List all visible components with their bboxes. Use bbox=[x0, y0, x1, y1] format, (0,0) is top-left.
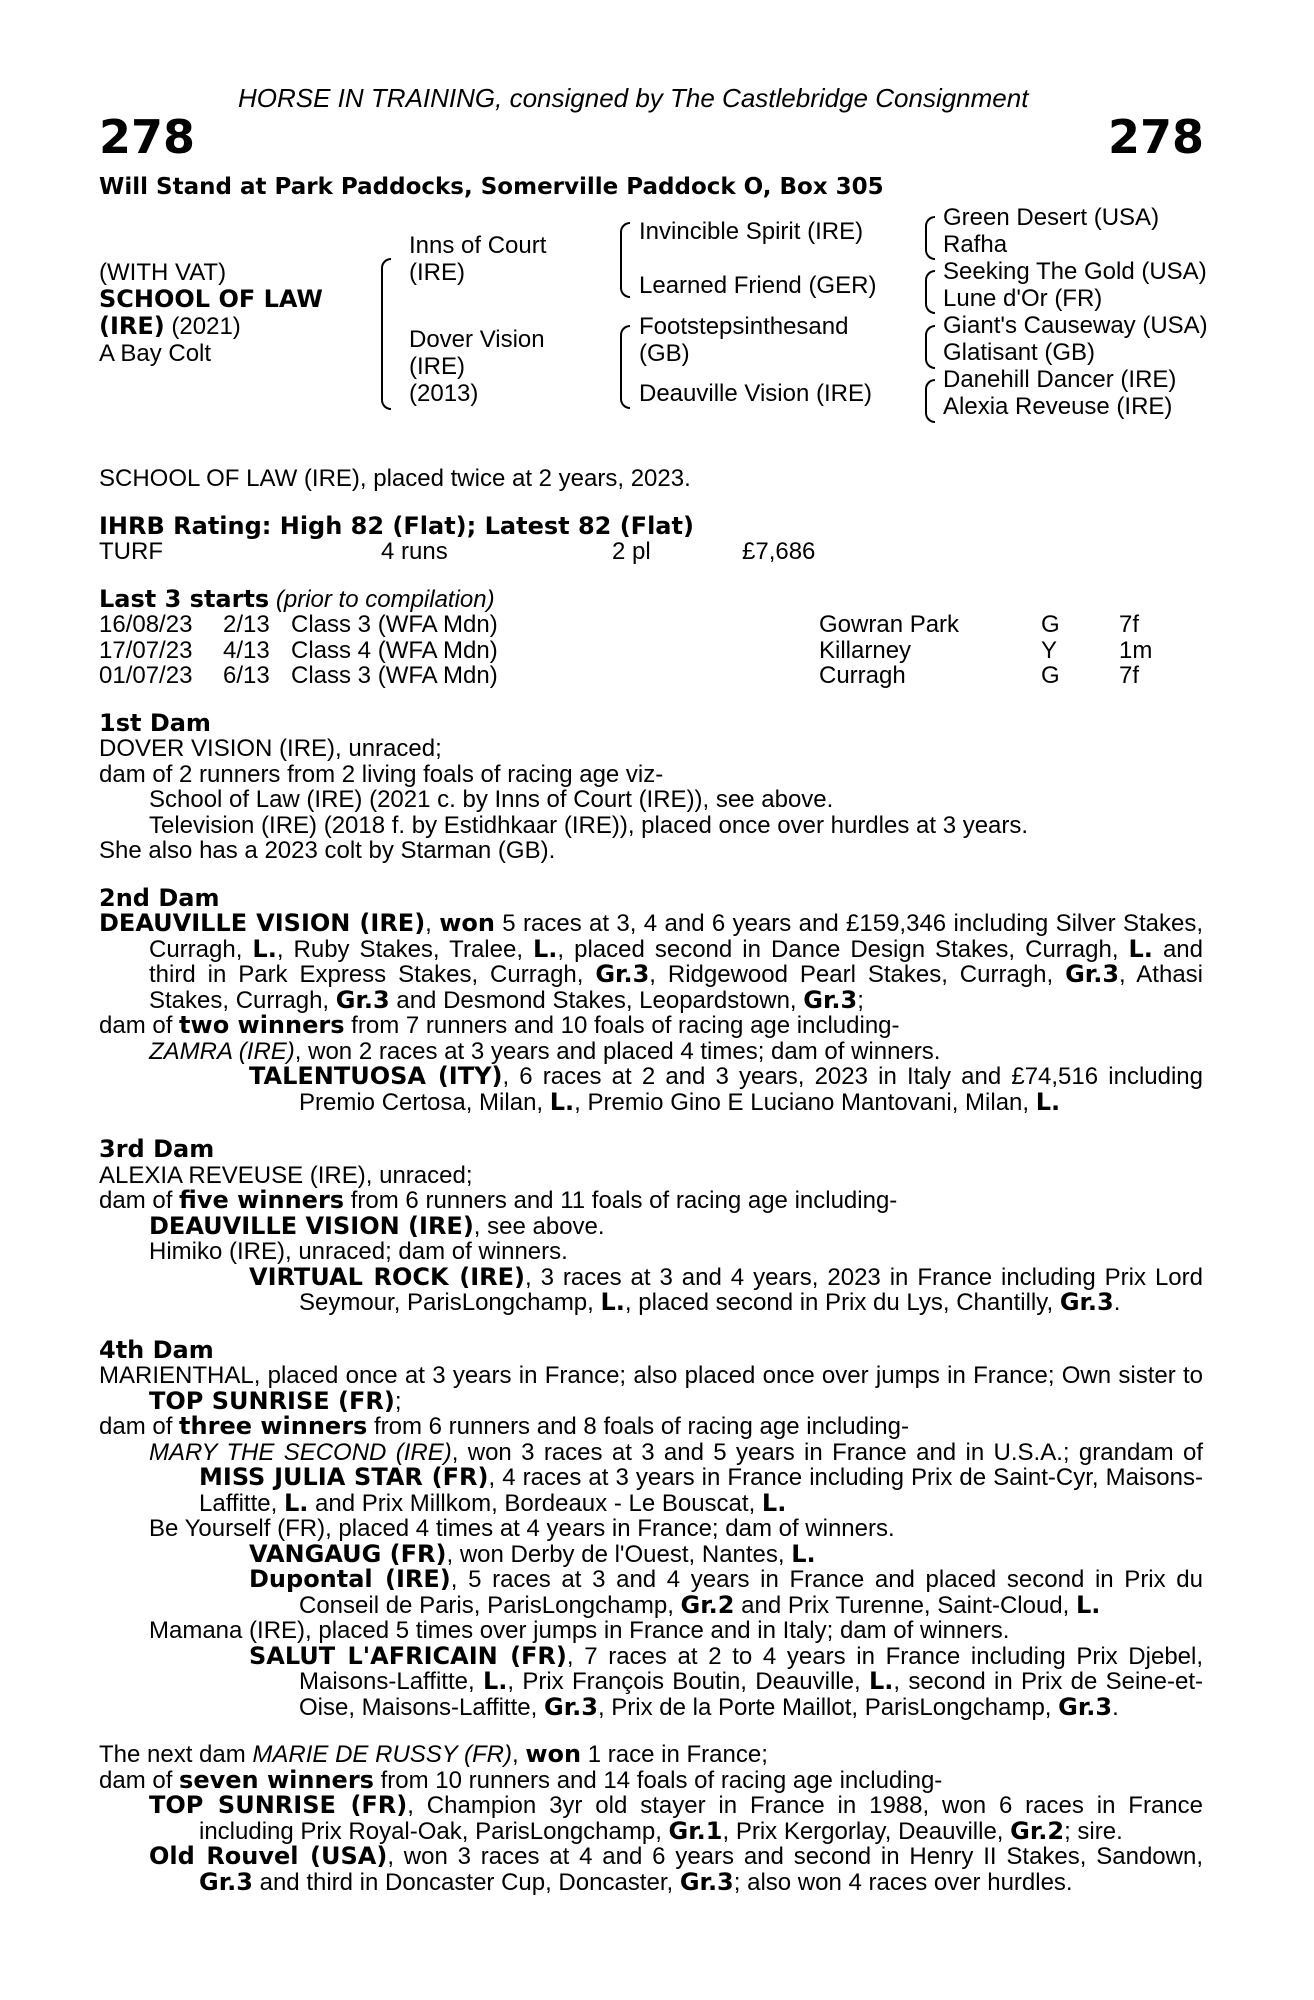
first-dam-produce: School of Law (IRE) (2021 c. by Inns of Court (IRE)), see above. bbox=[149, 786, 834, 813]
horse-description: A Bay Colt bbox=[99, 340, 212, 367]
fourth-dam-produce-intro: dam of three winners from 6 runners and 8 foals of racing age including- bbox=[99, 1412, 909, 1440]
third-dam-grandproduce: VIRTUAL ROCK (IRE), 3 races at 3 and 4 years, 2023 in France including Prix Lord Seymour, ParisLongchamp, L., placed second in Prix du Lys, Chantilly, Gr.3. bbox=[249, 1262, 1203, 1316]
second-dam-heading: 2nd Dam bbox=[99, 883, 220, 912]
third-dam-line: ALEXIA REVEUSE (IRE), unraced; bbox=[99, 1161, 473, 1189]
rating-earnings: £7,686 bbox=[742, 538, 816, 565]
stand-location: Will Stand at Park Paddocks, Somerville Paddock O, Box 305 bbox=[99, 174, 884, 200]
horse-name: SCHOOL OF LAW bbox=[99, 285, 323, 313]
fourth-dam-grandproduce: Dupontal (IRE), 5 races at 3 and 4 years in France and placed second in Prix du Conseil de Paris, ParisLongchamp, Gr.2 and Prix Turenne, Saint-Cloud, L. bbox=[249, 1565, 1203, 1619]
sire-line1: Inns of Court bbox=[409, 232, 547, 259]
fourth-dam-grandproduce: SALUT L'AFRICAIN (FR), 7 races at 2 to 4 years in France including Prix Djebel, Maisons-Laffitte, L., Prix François Boutin, Deauville, L., second in Prix de Seine-et-Oise, Maisons-Laffitte, Gr.3, Prix de la Porte Maillot, ParisLongchamp, Gr.3. bbox=[249, 1641, 1204, 1721]
sire-dam: Learned Friend (GER) bbox=[639, 272, 877, 299]
rating-heading: IHRB Rating: High 82 (Flat); Latest 82 (Flat) bbox=[99, 511, 694, 540]
first-dam-heading: 1st Dam bbox=[99, 708, 211, 737]
third-dam-produce: DEAUVILLE VISION (IRE), see above. bbox=[149, 1211, 605, 1240]
gen4-1: Green Desert (USA) bbox=[943, 204, 1160, 231]
dam-brace bbox=[620, 325, 630, 409]
lot-number-right: 278 bbox=[1107, 110, 1204, 164]
lot-number-left: 278 bbox=[99, 110, 196, 164]
fourth-dam-produce: MARY THE SECOND (IRE), won 3 races at 3 and 5 years in France and in U.S.A.; grandam of MISS JULIA STAR (FR), 4 races at 3 years in France including Prix de Saint-Cyr, Maisons-Laffitte, L. and Prix Millkom, Bordeaux - Le Bouscat, L. bbox=[149, 1438, 1203, 1517]
third-dam-heading: 3rd Dam bbox=[99, 1135, 215, 1163]
first-dam-line: dam of 2 runners from 2 living foals of racing age viz- bbox=[99, 760, 664, 788]
start-row: 16/08/23 2/13 Class 3 (WFA Mdn) Gowran Park G 7f bbox=[99, 611, 1140, 638]
start-row: 01/07/23 6/13 Class 3 (WFA Mdn) Curragh G 7f bbox=[99, 662, 1140, 689]
first-dam-line: She also has a 2023 colt by Starman (GB). bbox=[99, 837, 556, 864]
pedigree-brace bbox=[381, 258, 391, 410]
gen4-brace-4 bbox=[925, 379, 935, 423]
dam-line3: (2013) bbox=[409, 380, 479, 407]
gen4-6: Glatisant (GB) bbox=[943, 339, 1096, 366]
last-starts-heading: Last 3 starts (prior to compilation) bbox=[99, 584, 495, 613]
gen4-4: Lune d'Or (FR) bbox=[943, 285, 1103, 312]
next-dam-produce: Old Rouvel (USA), won 3 races at 4 and 6 years and second in Henry II Stakes, Sandown, Gr.3 and third in Doncaster Cup, Doncaster, Gr.3; also won 4 races over hurdles. bbox=[149, 1842, 1203, 1896]
fourth-dam-grandproduce: VANGAUG (FR), won Derby de l'Ouest, Nantes, L. bbox=[249, 1539, 816, 1568]
dam-sire-line1: Footstepsinthesand bbox=[639, 313, 849, 340]
gen4-brace-1 bbox=[925, 216, 935, 260]
gen4-7: Danehill Dancer (IRE) bbox=[943, 366, 1177, 393]
dam-sire-line2: (GB) bbox=[639, 340, 690, 367]
second-dam-produce-intro: dam of two winners from 7 runners and 10 foals of racing age including- bbox=[99, 1011, 900, 1039]
horse-name-suffix: (IRE) (2021) bbox=[99, 312, 241, 340]
summary-line: SCHOOL OF LAW (IRE), placed twice at 2 years, 2023. bbox=[99, 465, 691, 492]
first-dam-line: DOVER VISION (IRE), unraced; bbox=[99, 735, 442, 762]
rating-surface: TURF bbox=[99, 538, 163, 565]
rating-placed: 2 pl bbox=[612, 538, 651, 565]
gen4-8: Alexia Reveuse (IRE) bbox=[943, 393, 1173, 420]
third-dam-produce-intro: dam of five winners from 6 runners and 11 foals of racing age including- bbox=[99, 1186, 898, 1214]
rating-runs: 4 runs bbox=[381, 538, 448, 565]
sire-sire: Invincible Spirit (IRE) bbox=[639, 218, 864, 245]
fourth-dam-produce: Be Yourself (FR), placed 4 times at 4 years in France; dam of winners. bbox=[149, 1515, 895, 1542]
sire-line2: (IRE) bbox=[409, 259, 465, 286]
rating-row bbox=[99, 539, 1203, 565]
dam-line1: Dover Vision bbox=[409, 326, 545, 353]
second-dam-grandproduce: TALENTUOSA (ITY), 6 races at 2 and 3 years, 2023 in Italy and £74,516 including Premio Certosa, Milan, L., Premio Gino E Luciano Mantovani, Milan, L. bbox=[249, 1062, 1203, 1116]
second-dam-produce: ZAMRA (IRE), won 2 races at 3 years and placed 4 times; dam of winners. bbox=[149, 1037, 941, 1065]
sire-brace bbox=[620, 222, 630, 298]
start-row: 17/07/23 4/13 Class 4 (WFA Mdn) Killarney Y 1m bbox=[99, 636, 1153, 664]
gen4-3: Seeking The Gold (USA) bbox=[943, 258, 1207, 285]
second-dam-record: DEAUVILLE VISION (IRE), won 5 races at 3, 4 and 6 years and £159,346 including Silver Stakes, Curragh, L., Ruby Stakes, Tralee, L., placed second in Dance Design Stakes, Curragh, L. and third in Park Express Stakes, Curragh, Gr.3, Ridgewood Pearl Stakes, Curragh, Gr.3, Athasi Stakes, Curragh, Gr.3 and Desmond Stakes, Leopardstown, Gr.3; bbox=[99, 909, 1203, 1014]
third-dam-produce: Himiko (IRE), unraced; dam of winners. bbox=[149, 1238, 568, 1265]
gen4-5: Giant's Causeway (USA) bbox=[943, 312, 1208, 339]
dam-dam: Deauville Vision (IRE) bbox=[639, 380, 872, 407]
gen4-brace-2 bbox=[925, 270, 935, 314]
fourth-dam-produce: Mamana (IRE), placed 5 times over jumps in France and in Italy; dam of winners. bbox=[149, 1617, 1010, 1644]
gen4-2: Rafha bbox=[943, 231, 1008, 258]
next-dam-produce: TOP SUNRISE (FR), Champion 3yr old stayer in France in 1988, won 6 races in France including Prix Royal-Oak, ParisLongchamp, Gr.1, Prix Kergorlay, Deauville, Gr.2; sire. bbox=[149, 1791, 1203, 1845]
first-dam-produce: Television (IRE) (2018 f. by Estidhkaar (IRE)), placed once over hurdles at 3 years. bbox=[149, 811, 1029, 839]
next-dam-record: The next dam MARIE DE RUSSY (FR), won 1 race in France; bbox=[99, 1740, 768, 1768]
consignment-header: HORSE IN TRAINING, consigned by The Castlebridge Consignment bbox=[238, 83, 1029, 113]
gen4-brace-3 bbox=[925, 325, 935, 369]
vat-note: (WITH VAT) bbox=[99, 259, 227, 286]
fourth-dam-record: MARIENTHAL, placed once at 3 years in France; also placed once over jumps in France; Own sister to TOP SUNRISE (FR); bbox=[99, 1362, 1203, 1415]
catalogue-body bbox=[99, 466, 1203, 1895]
next-dam-produce-intro: dam of seven winners from 10 runners and 14 foals of racing age including- bbox=[99, 1765, 943, 1794]
dam-line2: (IRE) bbox=[409, 353, 465, 380]
fourth-dam-heading: 4th Dam bbox=[99, 1335, 214, 1364]
